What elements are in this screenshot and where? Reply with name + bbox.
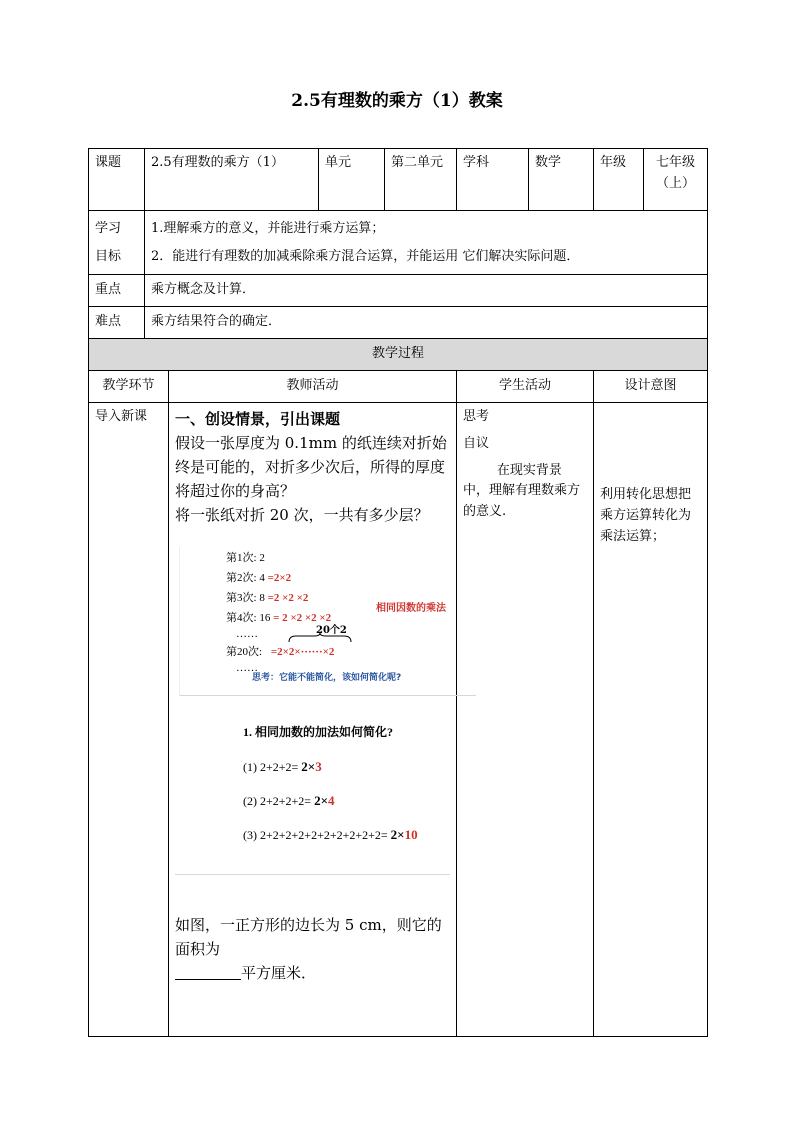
fold-dots-2: …… — [236, 662, 258, 674]
unit-label: 单元 — [319, 149, 385, 211]
goals-label-line-2: 目标 — [95, 248, 122, 264]
difficulty-label: 难点 — [89, 307, 145, 339]
question-prompt: 思考：它能不能简化，该如何简化呢? — [252, 673, 402, 683]
col-stage: 教学环节 — [89, 371, 169, 403]
subject-label: 学科 — [457, 149, 529, 211]
paragraph-1: 假设一张厚度为 0.1mm 的纸连续对折始终是可能的，对折多少次后，所得的厚度将超过你的身高？ — [175, 434, 447, 500]
paragraph-2: 将一张纸对折 20 次，一共有多少层？ — [175, 506, 429, 524]
goals-label — [89, 211, 145, 275]
factor-count: 20个2 — [316, 625, 347, 636]
annotation-label: 相同因数的乘法 — [376, 603, 446, 614]
column-header-row — [89, 371, 708, 403]
col-teacher: 教师活动 — [169, 371, 457, 403]
answer-blank — [175, 965, 241, 980]
addition-item-1: (1) 2+2+2= 2×3 — [243, 759, 322, 774]
grade-value — [644, 149, 708, 211]
col-student: 学生活动 — [457, 371, 594, 403]
process-title: 教学过程 — [89, 339, 708, 371]
teacher-activity — [169, 403, 457, 1037]
fold-line-2: 第2次: 4 =2×2 — [226, 572, 292, 584]
fold-line-3: 第3次: 8 =2 ×2 ×2 — [226, 592, 309, 604]
lesson-plan-table — [88, 148, 708, 1037]
topic-label: 课题 — [89, 149, 145, 211]
page-title: 2.5有理数的乘方（1）教案 — [291, 91, 503, 111]
goal-2: 2．能进行有理数的加减乘除乘方混合运算，并能运用 它们解决实际问题． — [151, 248, 580, 264]
goals-row — [89, 211, 708, 275]
addition-figure — [175, 714, 450, 875]
intro-row — [89, 403, 708, 1037]
student-activity — [457, 403, 594, 1037]
addition-heading: 1. 相同加数的加法如何简化? — [243, 725, 394, 739]
stage-cell: 导入新课 — [89, 403, 169, 1037]
key-label: 重点 — [89, 275, 145, 307]
fold-line-1: 第1次: 2 — [226, 552, 265, 564]
grade-line-1: 七年级 — [656, 155, 696, 170]
student-line-1: 思考 — [463, 409, 490, 424]
info-row — [89, 149, 708, 211]
fold-line-20: 第20次: =2×2×······×2 — [226, 646, 335, 658]
addition-item-3: (3) 2+2+2+2+2+2+2+2+2+2= 2×10 — [243, 827, 418, 842]
grade-label: 年级 — [594, 149, 644, 211]
brace-icon — [288, 633, 352, 643]
fold-line-4: 第4次: 16 = 2 ×2 ×2 ×2 — [226, 612, 332, 624]
folding-figure — [179, 547, 476, 696]
difficulty-text: 乘方结果符合的确定． — [145, 307, 708, 339]
goal-1: 1.理解乘方的意义，并能进行乘方运算； — [151, 221, 385, 237]
goals-text — [145, 211, 708, 275]
process-title-row — [89, 339, 708, 371]
key-row — [89, 275, 708, 307]
difficulty-row — [89, 307, 708, 339]
goals-label-line-1: 学习 — [95, 221, 122, 237]
unit-value: 第二单元 — [385, 149, 457, 211]
subject-value: 数学 — [529, 149, 594, 211]
topic-value: 2.5有理数的乘方（1） — [145, 149, 319, 211]
fold-dots-1: …… — [236, 628, 258, 640]
key-text: 乘方概念及计算． — [145, 275, 708, 307]
section-heading: 一、创设情景，引出课题 — [175, 410, 341, 428]
design-intent: 利用转化思想把乘方运算转化为乘法运算； — [594, 403, 708, 1037]
grade-line-2: （上） — [656, 175, 696, 191]
student-line-2: 自议 — [463, 435, 490, 451]
paragraph-3: 如图，一正方形的边长为 5 cm，则它的面积为 平方厘米． — [175, 916, 442, 982]
addition-item-2: (2) 2+2+2+2= 2×4 — [243, 793, 335, 808]
student-line-3: 在现实背景中，理解有理数乘方的意义. — [463, 462, 581, 520]
col-design: 设计意图 — [594, 371, 708, 403]
